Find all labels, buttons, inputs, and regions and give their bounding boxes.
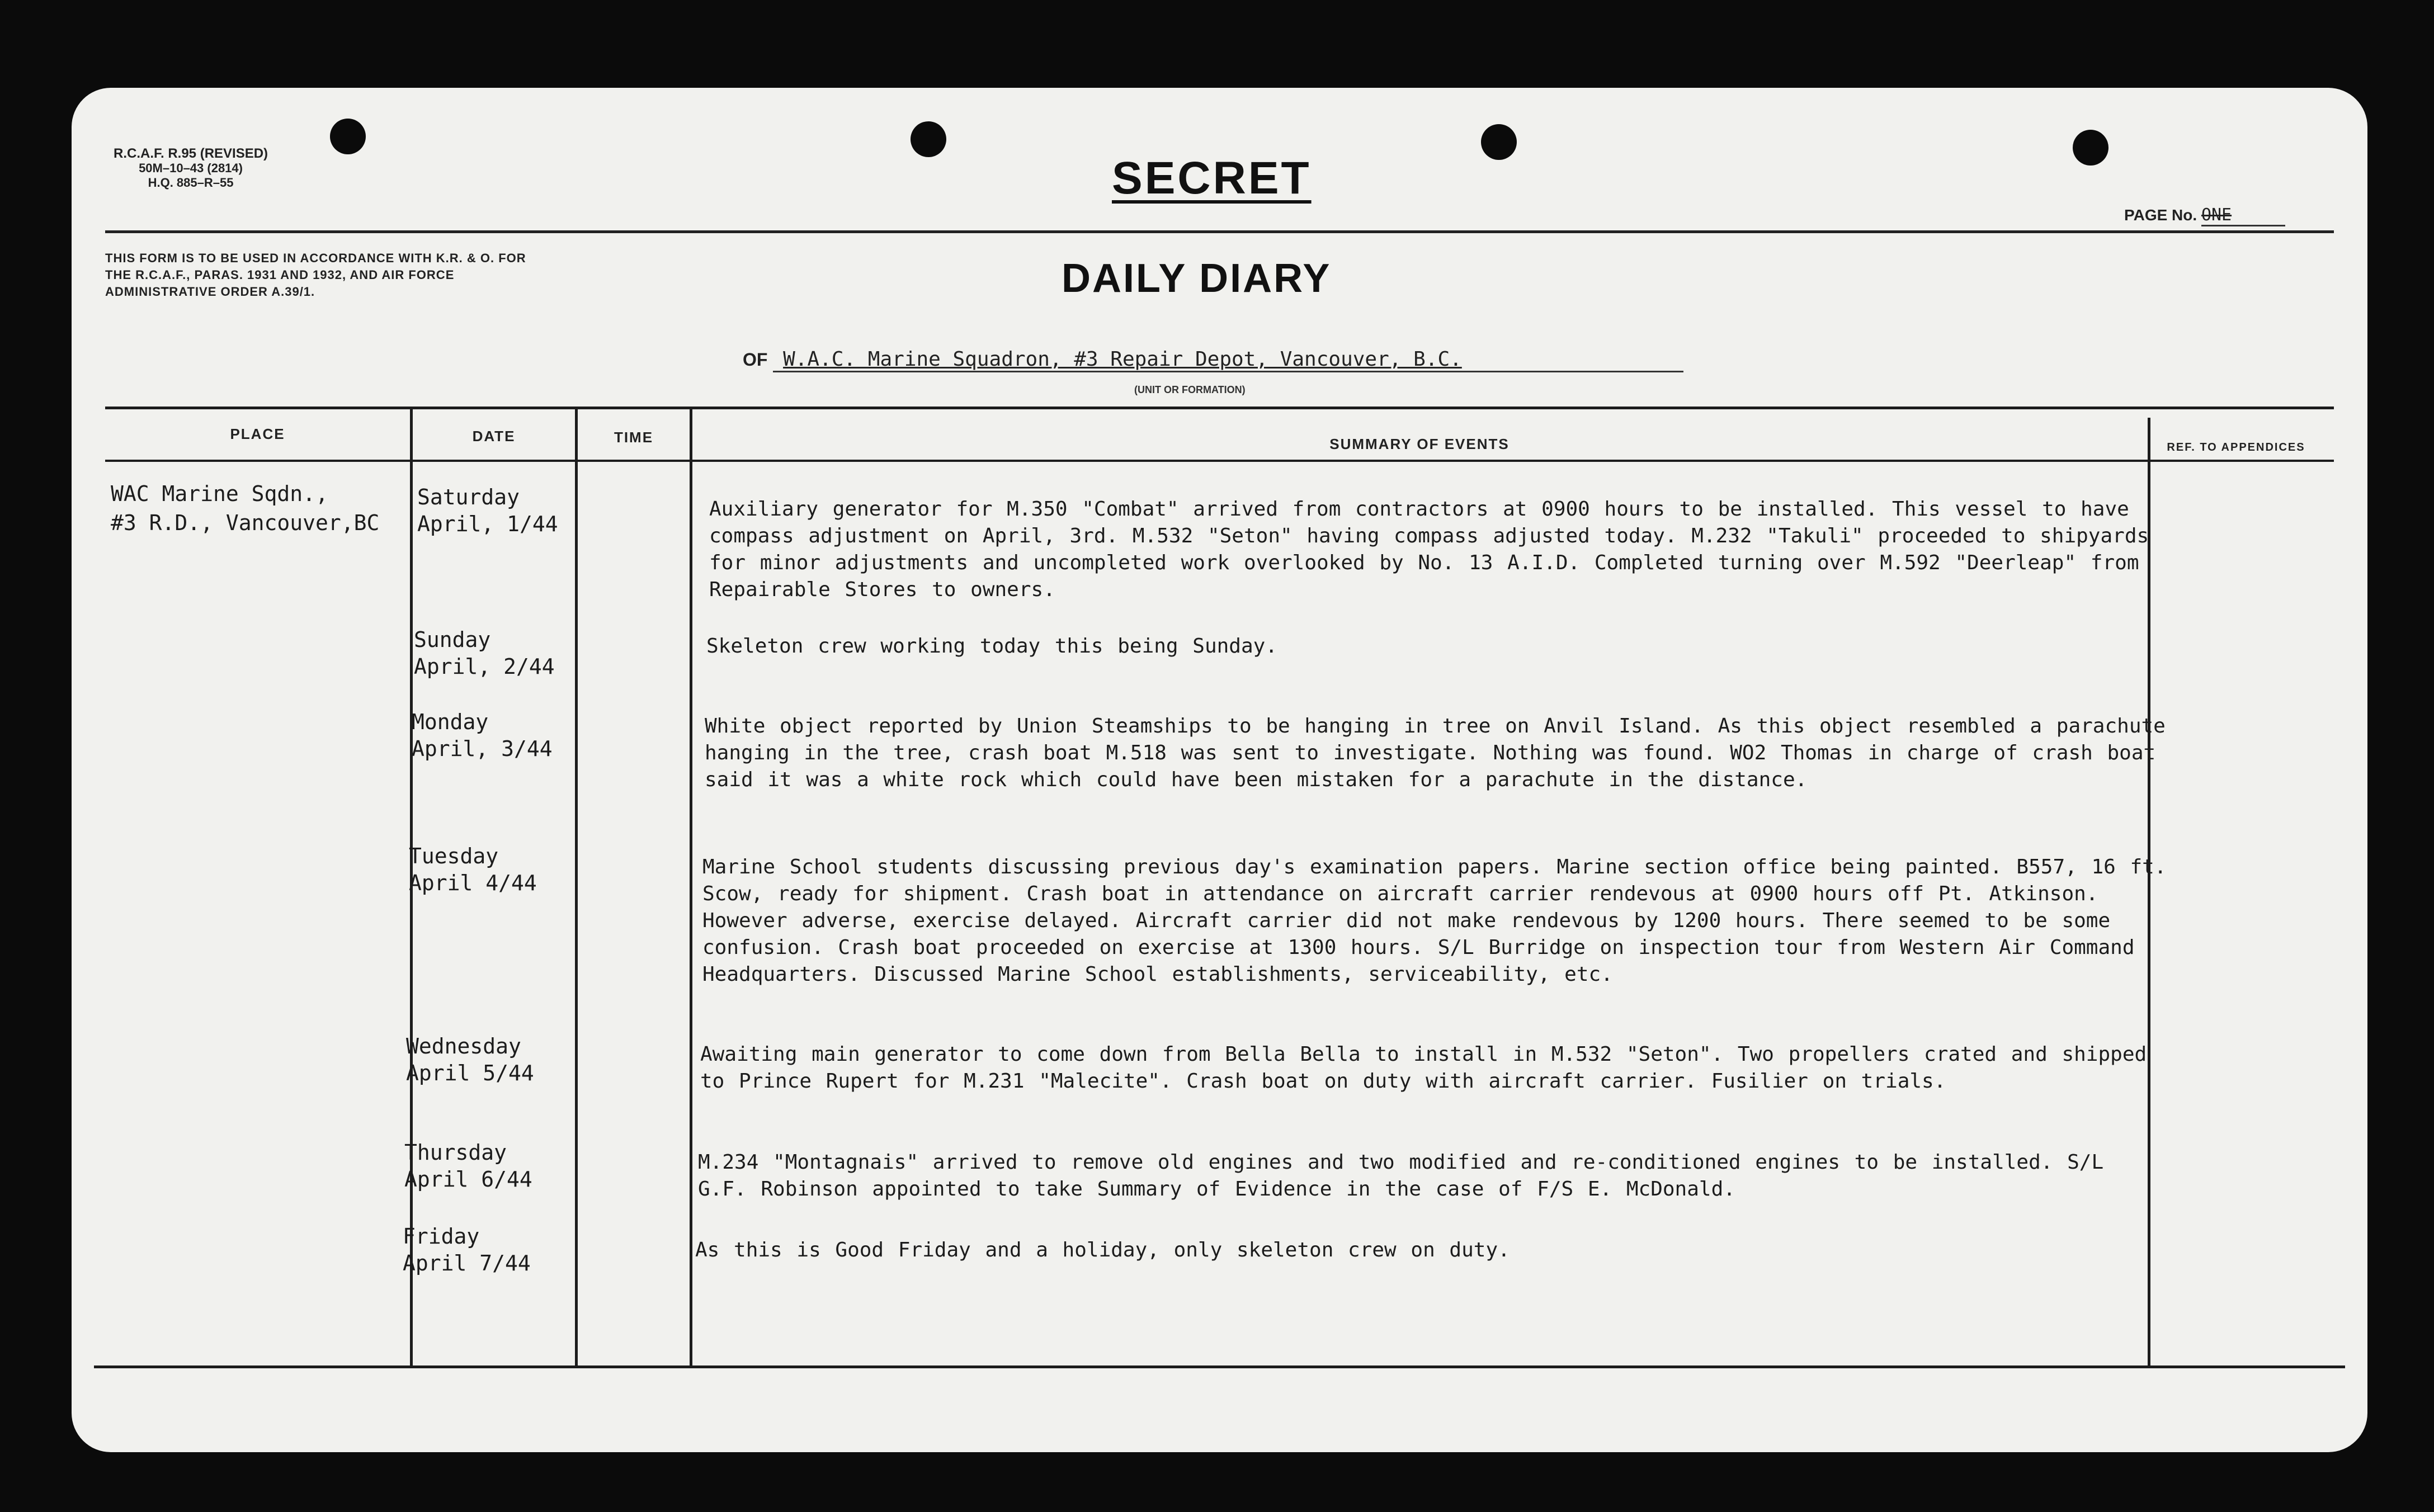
unit-row <box>743 348 1683 372</box>
date-cell <box>406 1033 534 1086</box>
summary-entry: As this is Good Friday and a holiday, only skeleton crew on duty. <box>695 1239 1510 1261</box>
date-day: Friday <box>403 1224 480 1249</box>
date-value: April 7/44 <box>403 1251 531 1275</box>
date-value: April, 2/44 <box>414 654 555 679</box>
date-cell <box>404 1139 532 1193</box>
table-header-rule <box>105 460 2334 462</box>
summary-entry: Skeleton crew working today this being Sunday. <box>706 635 1277 658</box>
date-day: Sunday <box>414 627 491 652</box>
summary-entry: Marine School students discussing previous day's examination papers. Marine section office being painted. B557, 16 ft. Scow, ready for shipment. Crash boat in attendance on aircraft carrier rendevous at 0900 hours off Pt. Atkinson. However adverse, exercise delayed. Aircraft carrier did not make rendevous by 1200 hours. There seemed to be some confusion. Crash boat proceeded on exercise at 1300 hours. S/L Burridge on inspection tour from Western Air Command Headquarters. Discussed Marine School establishments, serviceability, etc. <box>702 856 2167 986</box>
date-value: April 6/44 <box>404 1167 532 1192</box>
column-header-place: PLACE <box>230 426 285 442</box>
form-instructions: THIS FORM IS TO BE USED IN ACCORDANCE WITH K.R. & O. FOR THE R.C.A.F., PARAS. 1931 AND 1932, AND AIR FORCE ADMINISTRATIVE ORDER A.39/1. <box>105 251 526 299</box>
date-value: April, 3/44 <box>412 736 553 761</box>
date-cell <box>414 626 555 680</box>
summary-entry: M.234 "Montagnais" arrived to remove old engines and two modified and re-conditioned engines to be installed. S/L G.F. Robinson appointed to take Summary of Evidence in the case of F/S E. McDonald. <box>698 1151 2104 1201</box>
date-cell <box>417 484 558 537</box>
binder-hole <box>330 119 366 154</box>
unit-prefix: OF <box>743 349 768 370</box>
unit-caption: (UNIT OR FORMATION) <box>1134 384 1246 395</box>
table-bottom-rule <box>94 1365 2345 1368</box>
form-code-line: R.C.A.F. R.95 (REVISED) <box>114 146 268 161</box>
binder-hole <box>1481 124 1517 160</box>
column-header-summary: SUMMARY OF EVENTS <box>1329 436 1510 452</box>
diary-form <box>72 88 2367 1452</box>
column-header-ref: REF. TO APPENDICES <box>2167 441 2305 453</box>
form-code-line: 50M–10–43 (2814) <box>139 161 243 175</box>
summary-entry: White object reported by Union Steamships to be hanging in tree on Anvil Island. As this object resembled a parachute hanging in the tree, crash boat M.518 was sent to investigate. Nothing was found. WO2 Thomas in charge of crash boat said it was a white rock which could have been mistaken for a parachute in the distance. <box>705 715 2166 791</box>
page-number <box>2124 205 2285 226</box>
date-day: Tuesday <box>409 844 499 868</box>
secret-label: SECRET <box>1112 153 1312 204</box>
date-cell <box>412 708 553 762</box>
summary-entry: Awaiting main generator to come down from Bella Bella to install in M.532 "Seton". Two propellers crated and shipped to Prince Rupert for M.231 "Malecite". Crash boat on duty with aircraft carrier. Fusilier on trials. <box>700 1043 2147 1093</box>
date-cell <box>403 1223 531 1277</box>
column-divider <box>575 407 578 1368</box>
summary-entry: Auxiliary generator for M.350 "Combat" arrived from contractors at 0900 hours to be installed. This vessel to have compass adjustment on April, 3rd. M.532 "Seton" having compass adjusted today. M.232 "Takuli" proceeded to shipyards for minor adjustments and uncompleted work overlooked by No. 13 A.I.D. Completed turning over M.592 "Deerleap" from Repairable Stores to owners. <box>709 498 2149 601</box>
date-value: April 4/44 <box>409 871 537 895</box>
date-cell <box>409 843 537 896</box>
date-day: Wednesday <box>406 1034 521 1059</box>
date-day: Monday <box>412 710 489 734</box>
unit-field: W.A.C. Marine Squadron, #3 Repair Depot, Vancouver, B.C. <box>773 348 1683 372</box>
date-value: April 5/44 <box>406 1061 534 1085</box>
date-day: Saturday <box>417 485 520 509</box>
place-cell: WAC Marine Sqdn., #3 R.D., Vancouver,BC <box>111 481 380 535</box>
header-divider <box>105 230 2334 233</box>
binder-hole <box>911 121 946 157</box>
column-header-time: TIME <box>614 429 654 446</box>
page-title: DAILY DIARY <box>1062 256 1332 301</box>
table-top-rule <box>105 407 2334 409</box>
date-value: April, 1/44 <box>417 512 558 536</box>
binder-hole <box>2073 130 2108 166</box>
form-code <box>114 147 268 190</box>
column-header-date: DATE <box>472 428 516 445</box>
form-code-line: H.Q. 885–R–55 <box>148 176 234 190</box>
date-day: Thursday <box>404 1140 507 1165</box>
page-number-value: ONE <box>2201 205 2285 226</box>
column-divider <box>690 407 692 1368</box>
page-number-label: PAGE No. <box>2124 206 2197 224</box>
